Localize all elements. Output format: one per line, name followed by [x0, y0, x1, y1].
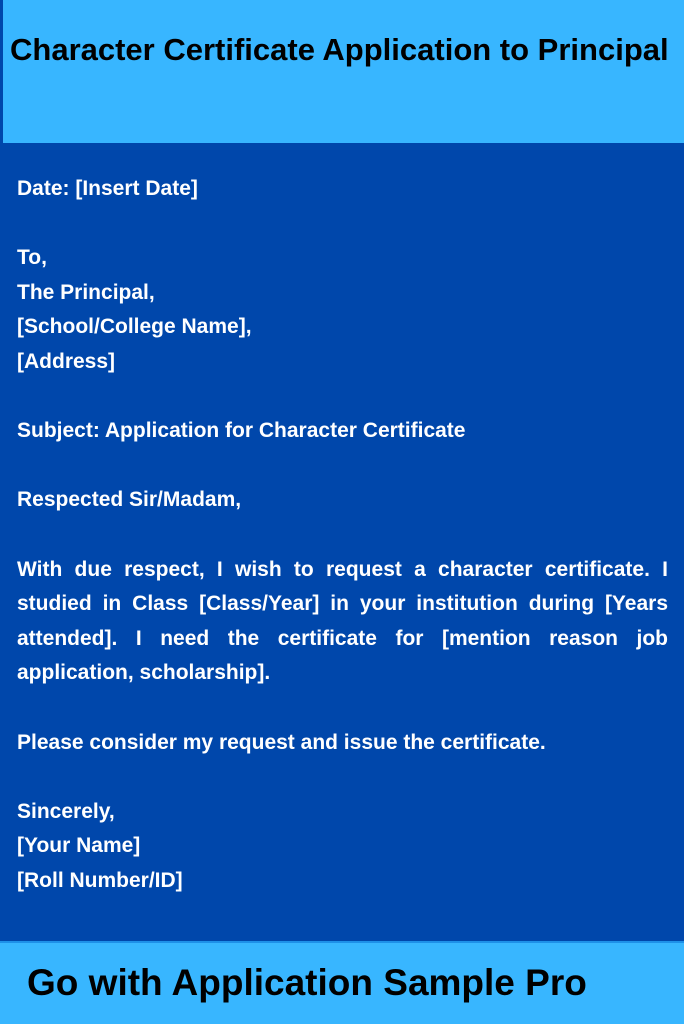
spacer — [17, 449, 668, 484]
spacer — [17, 760, 668, 795]
spacer — [17, 207, 668, 242]
page-title: Character Certificate Application to Principal — [10, 32, 669, 67]
letter-closing-paragraph: Please consider my request and issue the certificate. — [17, 730, 546, 754]
letter-date: Date: [Insert Date] — [17, 177, 198, 200]
letter-panel — [0, 143, 684, 941]
letter-subject: Subject: Application for Character Certificate — [17, 419, 466, 443]
spacer — [17, 691, 668, 726]
signoff-sincerely: Sincerely, — [17, 799, 115, 823]
letter-salutation: Respected Sir/Madam, — [17, 488, 242, 512]
footer-banner — [0, 941, 684, 1024]
header-banner — [0, 0, 684, 143]
recipient-address: [Address] — [17, 349, 116, 373]
signoff-roll: [Roll Number/ID] — [17, 868, 183, 892]
footer-text: Go with Application Sample Pro — [27, 962, 587, 1003]
recipient-to: To, — [17, 246, 47, 270]
letter-body — [17, 172, 668, 898]
spacer — [17, 518, 668, 553]
recipient-title: The Principal, — [17, 280, 155, 304]
letter-body-paragraph: With due respect, I wish to request a character certificate. I studied in Class [Class/Year] in your institution during [Years attended]. I need the certificate for [mention reason job application, scholarship]. — [17, 557, 668, 685]
signoff-name: [Your Name] — [17, 834, 141, 858]
recipient-school: [School/College Name], — [17, 315, 252, 339]
spacer — [17, 380, 668, 415]
